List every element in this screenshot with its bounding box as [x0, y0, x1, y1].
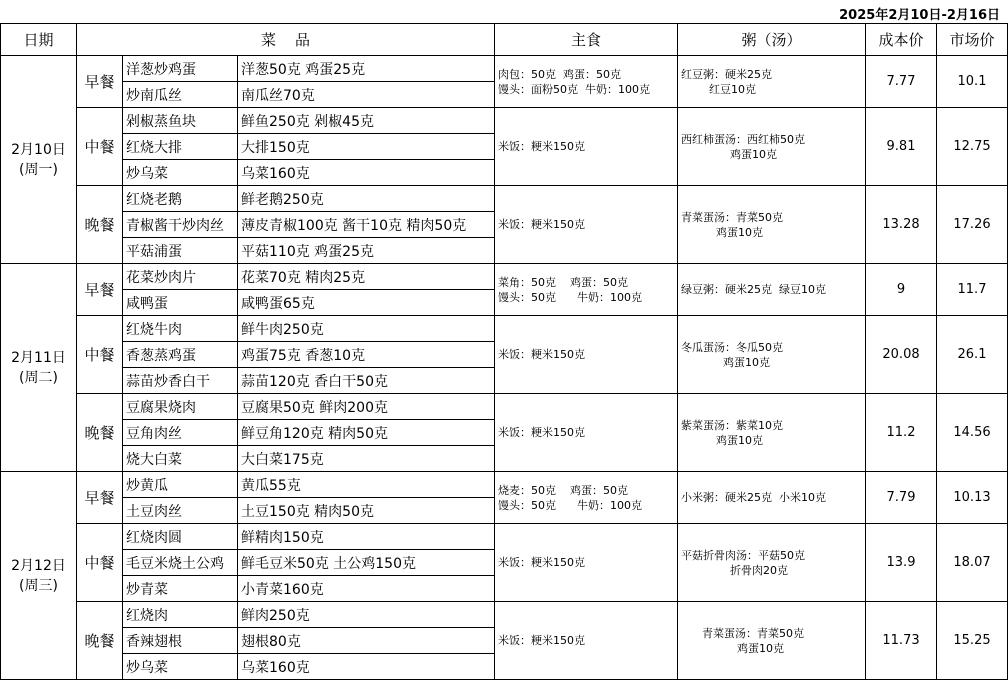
- dish-ingredients: 平菇110克 鸡蛋25克: [238, 238, 495, 264]
- dish-name: 红烧肉圆: [123, 524, 238, 550]
- header-cost: 成本价: [866, 24, 937, 56]
- price-cell: 11.7: [937, 264, 1008, 316]
- day-weekday: (周三): [19, 577, 58, 594]
- table-row: [1, 186, 1008, 212]
- table-row: [1, 394, 1008, 420]
- price-cell: 12.75: [937, 108, 1008, 186]
- cost-cell: 7.79: [866, 472, 937, 524]
- dish-name: 毛豆米烧土公鸡: [123, 550, 238, 576]
- table-row: [1, 524, 1008, 550]
- cost-cell: 9: [866, 264, 937, 316]
- cost-cell: 11.73: [866, 602, 937, 680]
- staple-cell: 烧麦：50克 鸡蛋：50克 馒头：50克 牛奶：100克: [495, 472, 678, 524]
- price-cell: 10.13: [937, 472, 1008, 524]
- meal-name: 中餐: [77, 316, 123, 394]
- day-date-cell: [1, 56, 77, 264]
- dish-name: 烧大白菜: [123, 446, 238, 472]
- price-cell: 15.25: [937, 602, 1008, 680]
- dish-ingredients: 鲜老鹅250克: [238, 186, 495, 212]
- meal-name: 中餐: [77, 108, 123, 186]
- dish-name: 洋葱炒鸡蛋: [123, 56, 238, 82]
- dish-ingredients: 鲜鱼250克 剁椒45克: [238, 108, 495, 134]
- dish-name: 青椒酱干炒肉丝: [123, 212, 238, 238]
- dish-name: 蒜苗炒香白干: [123, 368, 238, 394]
- soup-cell: 红豆粥：硬米25克 红豆10克: [678, 56, 866, 108]
- dish-name: 香葱蒸鸡蛋: [123, 342, 238, 368]
- dish-ingredients: 蒜苗120克 香白干50克: [238, 368, 495, 394]
- header-soup: 粥（汤）: [678, 24, 866, 56]
- dish-name: 红烧肉: [123, 602, 238, 628]
- cost-cell: 7.77: [866, 56, 937, 108]
- day-date: 2月10日: [11, 141, 66, 158]
- dish-name: 香辣翅根: [123, 628, 238, 654]
- dish-name: 红烧牛肉: [123, 316, 238, 342]
- header-date: 日期: [1, 24, 77, 56]
- meal-name: 晚餐: [77, 602, 123, 680]
- soup-cell: 青菜蛋汤：青菜50克 鸡蛋10克: [678, 186, 866, 264]
- soup-cell: 小米粥：硬米25克 小米10克: [678, 472, 866, 524]
- meal-name: 早餐: [77, 472, 123, 524]
- dish-name: 红烧老鹅: [123, 186, 238, 212]
- price-cell: 18.07: [937, 524, 1008, 602]
- dish-ingredients: 花菜70克 精肉25克: [238, 264, 495, 290]
- meal-name: 早餐: [77, 56, 123, 108]
- table-row: [1, 108, 1008, 134]
- dish-name: 花菜炒肉片: [123, 264, 238, 290]
- dish-ingredients: 黄瓜55克: [238, 472, 495, 498]
- header-row: [1, 24, 1008, 56]
- meal-name: 晚餐: [77, 186, 123, 264]
- day-weekday: (周二): [19, 369, 58, 386]
- staple-cell: 米饭：粳米150克: [495, 316, 678, 394]
- soup-cell: 紫菜蛋汤：紫菜10克 鸡蛋10克: [678, 394, 866, 472]
- date-range: 2025年2月10日-2月16日: [839, 8, 1000, 23]
- price-cell: 14.56: [937, 394, 1008, 472]
- day-date: 2月11日: [11, 349, 66, 366]
- soup-cell: 绿豆粥：硬米25克 绿豆10克: [678, 264, 866, 316]
- dish-ingredients: 大排150克: [238, 134, 495, 160]
- meal-name: 中餐: [77, 524, 123, 602]
- price-cell: 10.1: [937, 56, 1008, 108]
- dish-ingredients: 小青菜160克: [238, 576, 495, 602]
- table-row: [1, 264, 1008, 290]
- staple-cell: 米饭：粳米150克: [495, 602, 678, 680]
- dish-ingredients: 鲜毛豆米50克 土公鸡150克: [238, 550, 495, 576]
- table-row: [1, 56, 1008, 82]
- dish-ingredients: 大白菜175克: [238, 446, 495, 472]
- meal-name: 晚餐: [77, 394, 123, 472]
- dish-ingredients: 豆腐果50克 鲜肉200克: [238, 394, 495, 420]
- soup-cell: 冬瓜蛋汤：冬瓜50克 鸡蛋10克: [678, 316, 866, 394]
- staple-cell: 米饭：粳米150克: [495, 186, 678, 264]
- dish-name: 炒青菜: [123, 576, 238, 602]
- meal-name: 早餐: [77, 264, 123, 316]
- cost-cell: 13.28: [866, 186, 937, 264]
- soup-cell: 西红柿蛋汤：西红柿50克 鸡蛋10克: [678, 108, 866, 186]
- dish-ingredients: 翅根80克: [238, 628, 495, 654]
- dish-ingredients: 乌菜160克: [238, 654, 495, 680]
- dish-ingredients: 鸡蛋75克 香葱10克: [238, 342, 495, 368]
- staple-cell: 肉包：50克 鸡蛋：50克 馒头：面粉50克 牛奶：100克: [495, 56, 678, 108]
- price-cell: 26.1: [937, 316, 1008, 394]
- cost-cell: 11.2: [866, 394, 937, 472]
- dish-ingredients: 南瓜丝70克: [238, 82, 495, 108]
- day-date-cell: [1, 472, 77, 680]
- cost-cell: 9.81: [866, 108, 937, 186]
- soup-cell: 青菜蛋汤：青菜50克 鸡蛋10克: [678, 602, 866, 680]
- dish-name: 炒南瓜丝: [123, 82, 238, 108]
- dish-name: 平菇浦蛋: [123, 238, 238, 264]
- cost-cell: 13.9: [866, 524, 937, 602]
- dish-name: 炒乌菜: [123, 654, 238, 680]
- dish-ingredients: 鲜豆角120克 精肉50克: [238, 420, 495, 446]
- header-price: 市场价: [937, 24, 1008, 56]
- price-cell: 17.26: [937, 186, 1008, 264]
- dish-name: 咸鸭蛋: [123, 290, 238, 316]
- cost-cell: 20.08: [866, 316, 937, 394]
- dish-ingredients: 鲜牛肉250克: [238, 316, 495, 342]
- menu-table: [0, 23, 1008, 680]
- dish-name: 红烧大排: [123, 134, 238, 160]
- dish-name: 豆角肉丝: [123, 420, 238, 446]
- header-dish: 菜 品: [77, 24, 495, 56]
- dish-ingredients: 薄皮青椒100克 酱干10克 精肉50克: [238, 212, 495, 238]
- dish-ingredients: 土豆150克 精肉50克: [238, 498, 495, 524]
- staple-cell: 菜角：50克 鸡蛋：50克 馒头：50克 牛奶：100克: [495, 264, 678, 316]
- day-date: 2月12日: [11, 557, 66, 574]
- day-date-cell: [1, 264, 77, 472]
- dish-name: 土豆肉丝: [123, 498, 238, 524]
- soup-cell: 平菇折骨肉汤：平菇50克 折骨肉20克: [678, 524, 866, 602]
- staple-cell: 米饭：粳米150克: [495, 108, 678, 186]
- dish-name: 炒乌菜: [123, 160, 238, 186]
- dish-name: 剁椒蒸鱼块: [123, 108, 238, 134]
- dish-ingredients: 乌菜160克: [238, 160, 495, 186]
- dish-ingredients: 咸鸭蛋65克: [238, 290, 495, 316]
- dish-ingredients: 洋葱50克 鸡蛋25克: [238, 56, 495, 82]
- table-row: [1, 472, 1008, 498]
- table-row: [1, 602, 1008, 628]
- staple-cell: 米饭：粳米150克: [495, 394, 678, 472]
- dish-name: 豆腐果烧肉: [123, 394, 238, 420]
- day-weekday: (周一): [19, 161, 58, 178]
- staple-cell: 米饭：粳米150克: [495, 524, 678, 602]
- dish-ingredients: 鲜肉250克: [238, 602, 495, 628]
- header-staple: 主食: [495, 24, 678, 56]
- dish-ingredients: 鲜精肉150克: [238, 524, 495, 550]
- dish-name: 炒黄瓜: [123, 472, 238, 498]
- table-row: [1, 316, 1008, 342]
